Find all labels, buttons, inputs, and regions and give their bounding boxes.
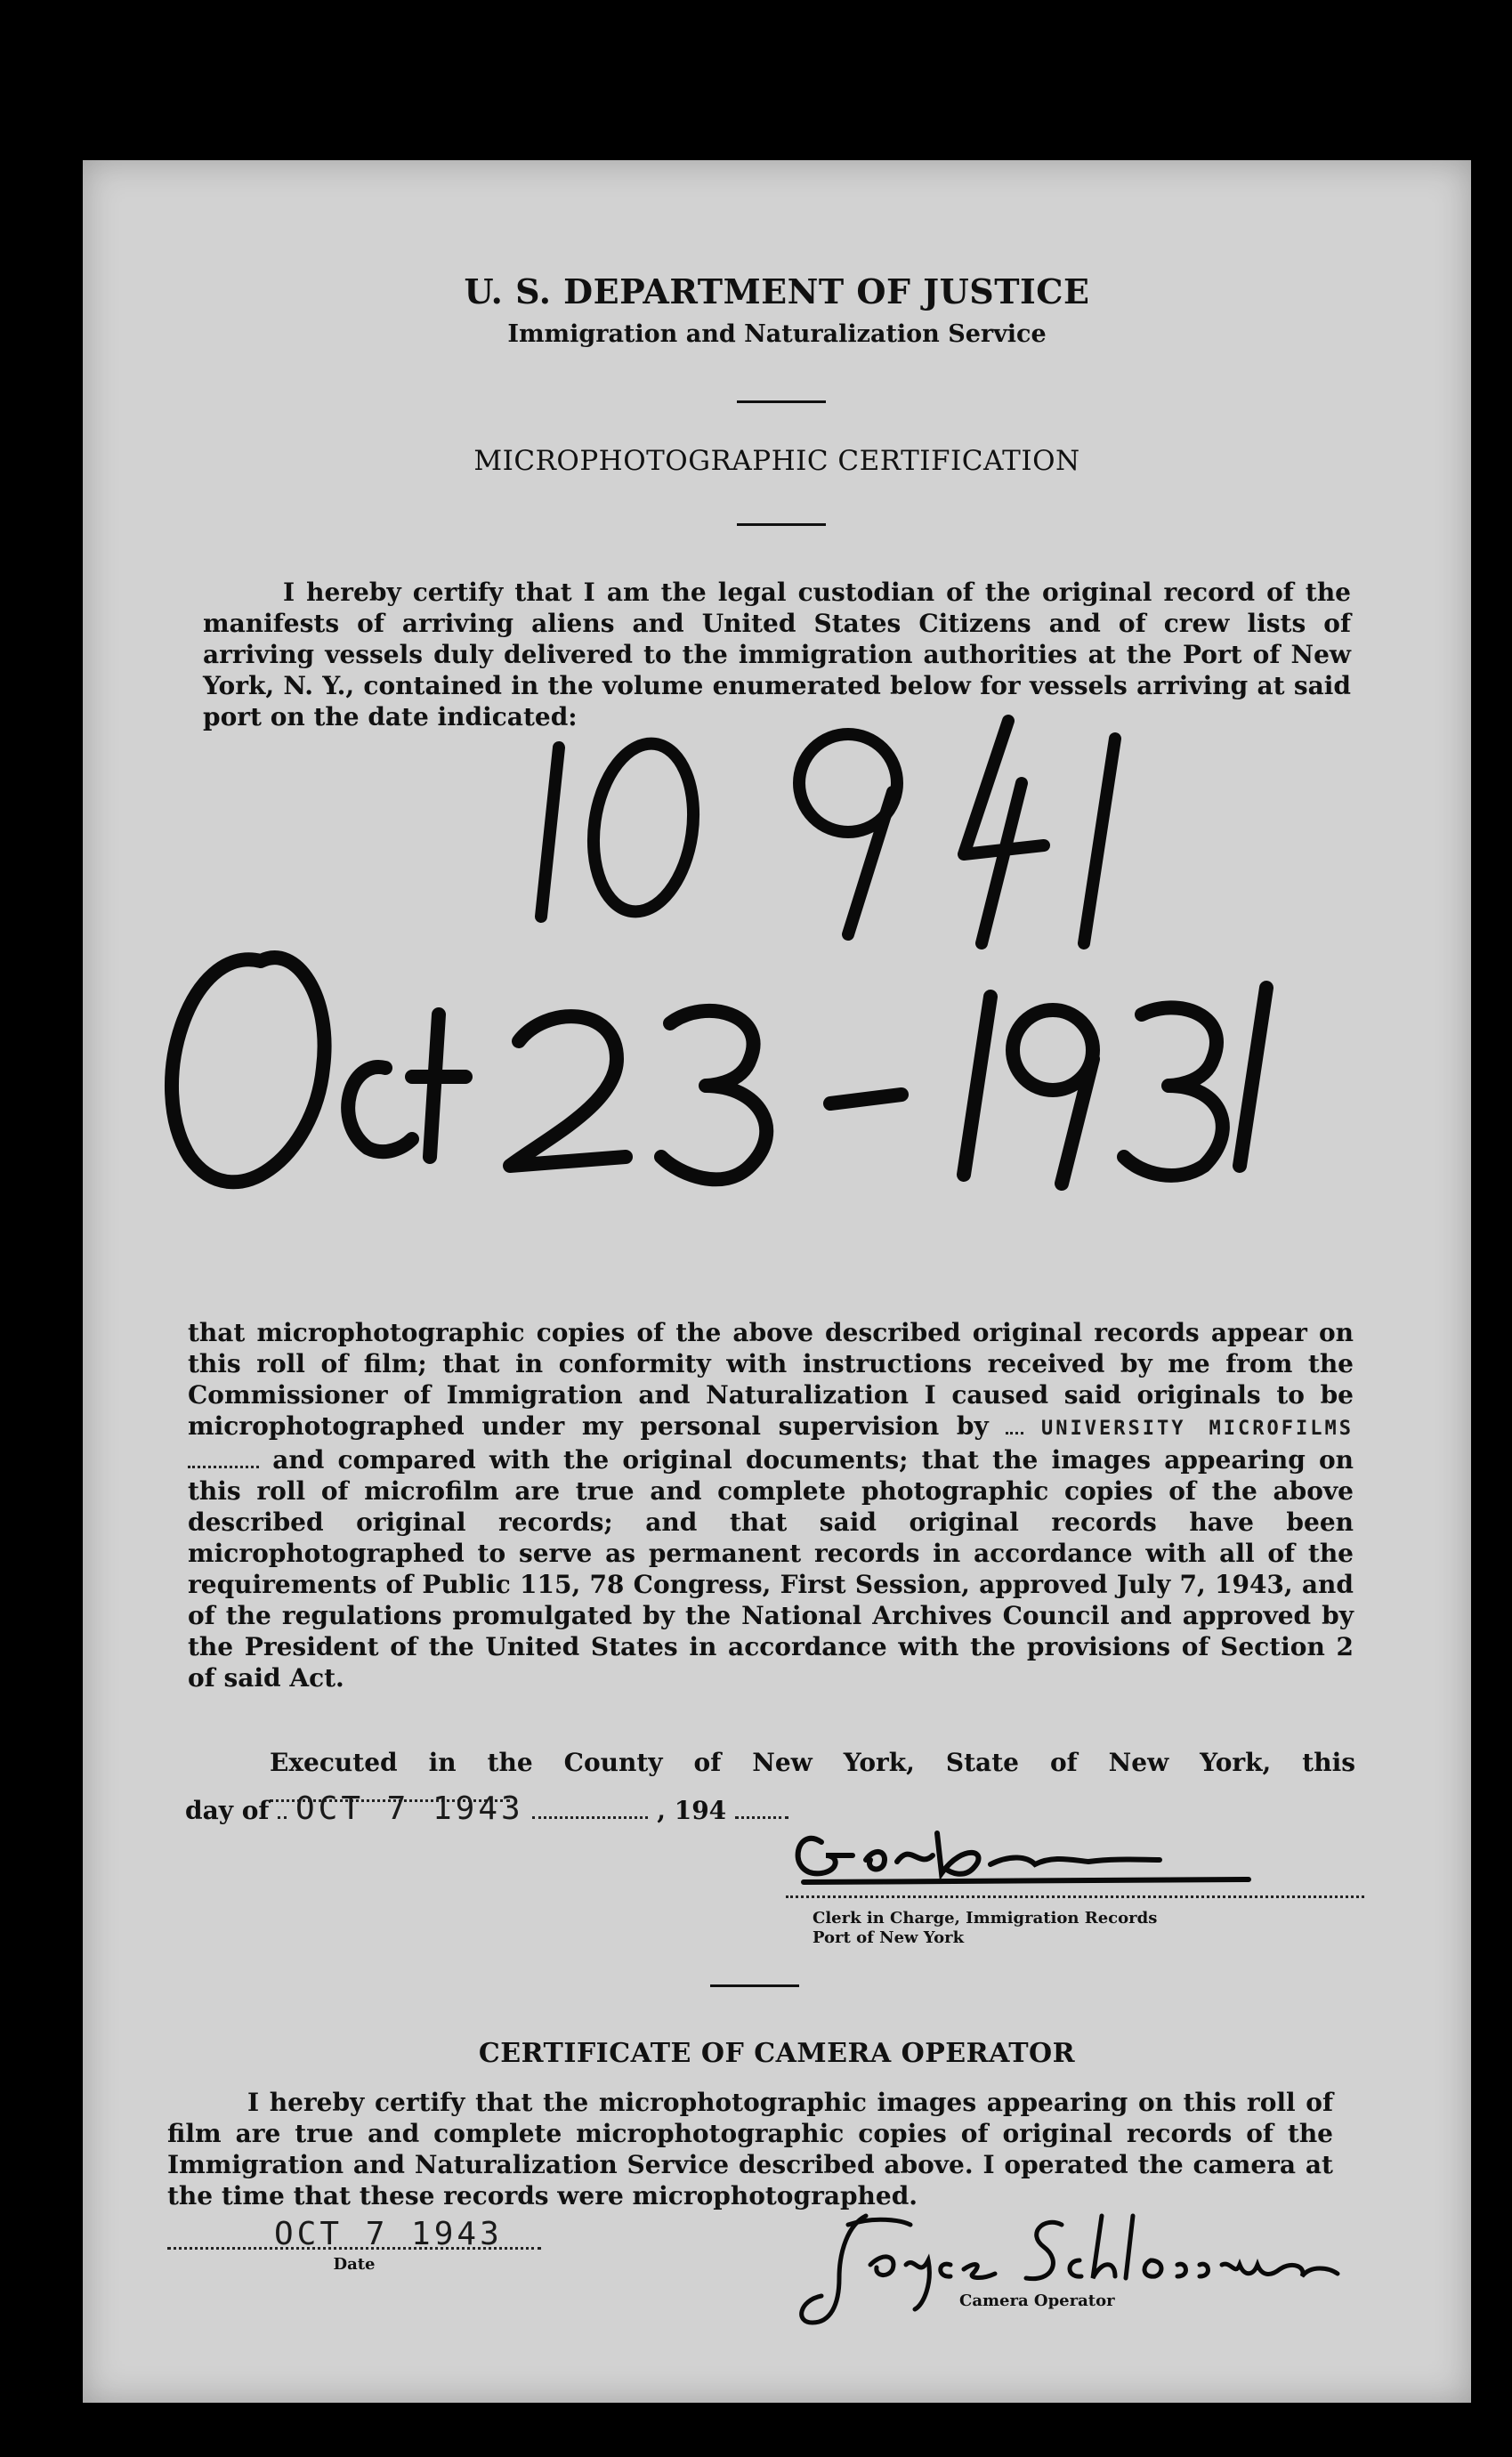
year-prefix: , 194: [657, 1796, 727, 1825]
camera-operator-signature: [759, 2198, 1400, 2332]
clerk-title-block: [813, 1909, 1346, 1948]
operator-date-label: Date: [333, 2255, 376, 2274]
day-of-label: day of: [185, 1796, 270, 1825]
clerk-location: Port of New York: [813, 1928, 965, 1947]
clerk-signature: [786, 1806, 1364, 1895]
operator-date-stamp: OCT 7 1943: [274, 2216, 503, 2252]
intro-text: I hereby certify that I am the legal custodian of the original record of the manifests of arriving aliens and United States Citizens and of crew lists of arriving vessels duly delivered to the immigration authorities at the Port of New York, N. Y., contained in the volume enumerated below for vessels arriving at said port on the date indicated:: [203, 578, 1351, 731]
clerk-signature-line: [786, 1895, 1364, 1898]
body-text-part2: and compared with the original documents; that the images appearing on this roll of microfilm are true and complete photographic copies of the above described original records; and that said original records have been microphotographed to serve as permanent records in accordance with all of the requirements of Public 115, 78 Congress, First Session, approved July 7, 1943, and of the regulations promulgated by the National Archives Council and approved by the President of the United States in accordance with the provisions of Section 2 of said Act.: [188, 1445, 1354, 1693]
operator-date-block: [167, 2216, 541, 2275]
operator-company-stamp: UNIVERSITY MICROFILMS: [1041, 1418, 1354, 1440]
department-heading: U. S. DEPARTMENT OF JUSTICE: [464, 271, 1090, 311]
camera-operator-title: CERTIFICATE OF CAMERA OPERATOR: [478, 2038, 1076, 2069]
camera-operator-paragraph: [167, 2087, 1333, 2211]
clerk-title: Clerk in Charge, Immigration Records: [813, 1909, 1158, 1928]
certificate-page: [83, 160, 1471, 2403]
certification-title: MICROPHOTOGRAPHIC CERTIFICATION: [473, 445, 1080, 477]
body-paragraph: [188, 1317, 1354, 1693]
handwritten-volume-number: [83, 160, 1471, 1317]
camera-operator-signature-text: [83, 160, 84, 161]
service-subheading: Immigration and Naturalization Service: [507, 320, 1047, 348]
camera-operator-text: I hereby certify that the microphotographic images appearing on this roll of film are true and complete microphotographic copies of original records of the Immigration and Naturalization Service described above. I operated the camera at the time that these records were microphotographed.: [167, 2088, 1333, 2210]
camera-operator-label: Camera Operator: [959, 2291, 1115, 2310]
execution-date-stamp: OCT 7 1943: [295, 1790, 524, 1827]
section-divider: [710, 1984, 799, 1987]
executed-text: Executed in the County of New York, State of New York, this: [270, 1748, 1355, 1777]
body-text-part1: that microphotographic copies of the above described original records appear on this roll of film; that in conformity with instructions received by me from the Commissioner of Immigration and Naturalization I caused said originals to be microphotographed under my personal supervision by: [188, 1318, 1354, 1441]
